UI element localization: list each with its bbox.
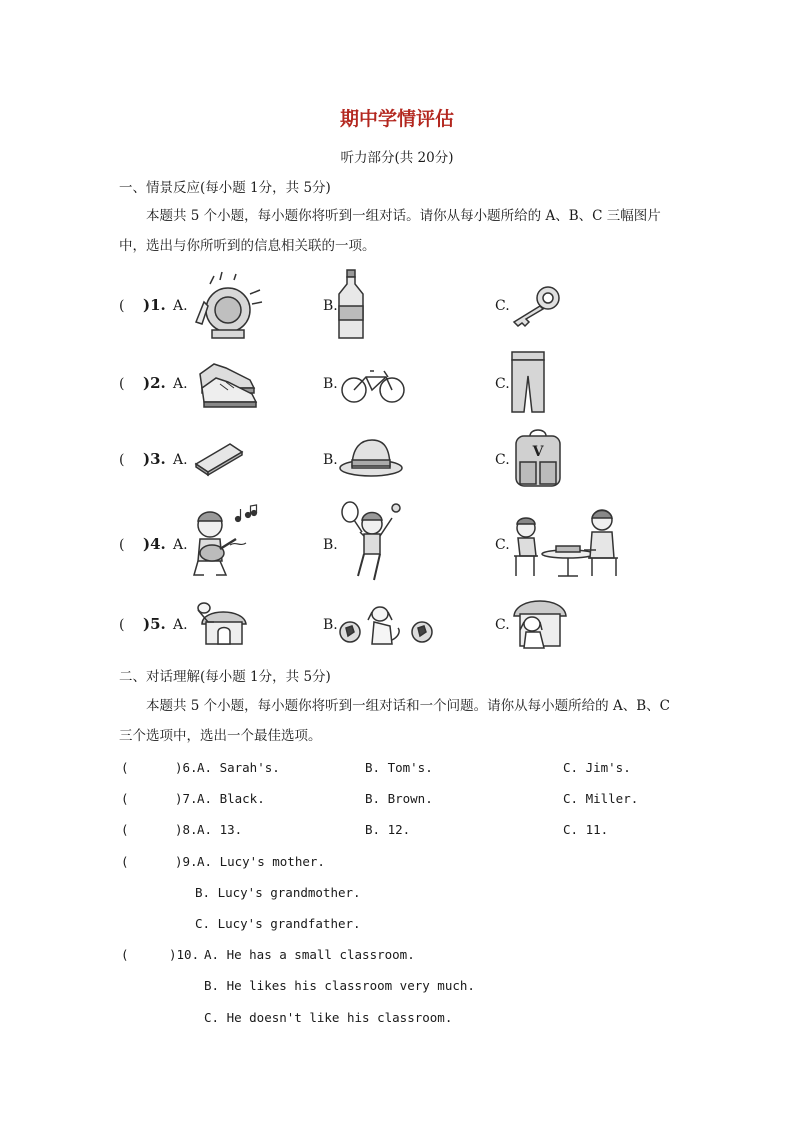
option-b-label: B. [323,537,338,553]
question-number: )9. [175,854,198,869]
question-number: )5. [143,615,166,633]
option-a-label: A. [173,537,188,553]
option-c-label: C. [495,376,510,392]
key-icon[interactable] [510,284,562,328]
option-b: B. Tom's. [365,760,433,775]
answer-paren[interactable]: ( [119,376,125,392]
option-c-label: C. [495,537,510,553]
boy-playing-tennis-icon[interactable] [338,500,404,584]
answer-paren[interactable]: ( [121,760,129,775]
option-c-label: C. [495,617,510,633]
bottle-icon[interactable] [335,268,367,342]
alarm-bell-icon[interactable] [190,272,265,342]
answer-paren[interactable]: ( [119,537,125,553]
sneakers-icon[interactable] [196,358,258,410]
option-c: C. 11. [563,822,609,837]
option-a-label: A. [173,376,188,392]
answer-paren[interactable]: ( [119,617,125,633]
option-c: C. He doesn't like his classroom. [204,1010,453,1025]
option-a-label: A. [173,617,188,633]
option-a: A. Lucy's mother. [197,854,325,869]
schoolbag-icon[interactable] [512,428,564,490]
dog-in-doghouse-icon[interactable] [510,594,570,650]
eraser-icon[interactable] [192,440,246,476]
question-number: )7. [175,791,198,806]
option-b-label: B. [323,376,338,392]
answer-paren[interactable]: ( [121,791,129,806]
bag-letter: V [532,444,544,460]
option-c: C. Jim's. [563,760,631,775]
option-b: B. Lucy's grandmother. [195,885,361,900]
boy-playing-guitar-icon[interactable] [190,505,258,581]
option-a: A. 13. [197,822,243,837]
option-b-label: B. [323,617,338,633]
hat-icon[interactable] [338,436,404,478]
option-c-label: C. [495,452,510,468]
dog-on-doghouse-icon[interactable] [192,600,254,648]
page-title: 期中学情评估 [339,108,454,130]
part2-heading: 二、对话理解(每小题 1分，共 5分) [119,669,331,685]
part1-instruction: 本题共 5 个小题，每小题你将听到一组对话。请你从每小题所给的 A、B、C 三幅图片中，选出与你所听到的信息相关联的一项。 [119,208,661,254]
answer-paren[interactable]: ( [121,854,129,869]
option-b-label: B. [323,298,338,314]
pants-icon[interactable] [510,350,546,416]
option-a: A. Sarah's. [197,760,280,775]
option-a: A. He has a small classroom. [204,947,415,962]
answer-paren[interactable]: ( [121,822,129,837]
option-c: C. Miller. [563,791,639,806]
part1-heading: 一、情景反应(每小题 1分，共 5分) [119,180,331,196]
question-number: )10. [169,947,200,962]
option-b: B. Brown. [365,791,433,806]
question-number: )2. [143,374,166,392]
bicycle-icon[interactable] [340,365,406,405]
question-number: )6. [175,760,198,775]
part2-instruction: 本题共 5 个小题，每小题你将听到一组对话和一个问题。请你从每小题所给的 A、B、C 三个选项中，选出一个最佳选项。 [119,698,670,744]
option-c-label: C. [495,298,510,314]
two-people-at-computer-icon[interactable] [512,506,624,578]
page-subtitle: 听力部分(共 20分) [340,150,454,166]
question-number: )4. [143,535,166,553]
answer-paren[interactable]: ( [121,947,129,962]
answer-paren[interactable]: ( [119,298,125,314]
option-b-label: B. [323,452,338,468]
option-b: B. 12. [365,822,411,837]
question-number: )8. [175,822,198,837]
option-a-label: A. [173,298,188,314]
answer-paren[interactable]: ( [119,452,125,468]
option-a-label: A. [173,452,188,468]
question-number: )3. [143,450,166,468]
option-a: A. Black. [197,791,265,806]
dog-between-balls-icon[interactable] [338,600,434,648]
question-number: )1. [143,296,166,314]
option-c: C. Lucy's grandfather. [195,916,361,931]
option-b: B. He likes his classroom very much. [204,978,475,993]
